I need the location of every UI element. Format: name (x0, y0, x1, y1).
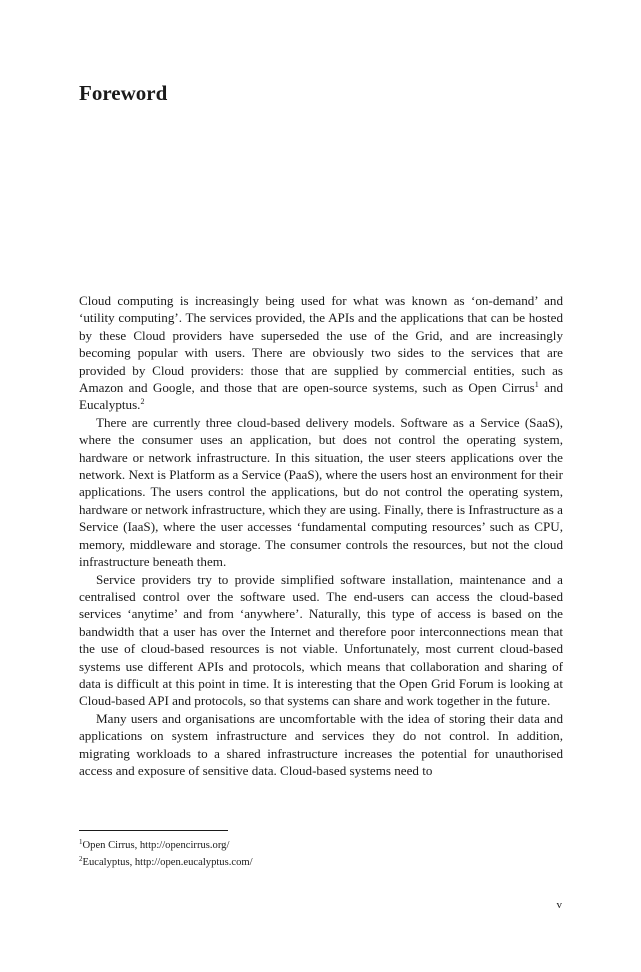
paragraph-1 (79, 292, 563, 414)
paragraph-1-text: Cloud computing is increasingly being used for what was known as ‘on-demand’ and ‘utility computing’. The services provided, the APIs and the applications that can be hosted by these Cloud providers have superseded the use of the Grid, and are increasingly becoming popular with users. There are obviously two sides to the services that are provided by Cloud providers: those that are supplied by commercial entities, such as Amazon and Google, and those that are open-source systems, such as Open Cirrus (79, 293, 563, 396)
footnote-ref-1[interactable]: 1 (534, 380, 539, 390)
paragraph-1-text-end: and Eucalyptus. (79, 380, 563, 413)
footnote-ref-2[interactable]: 2 (140, 397, 145, 407)
footnote-1 (79, 837, 563, 854)
foreword-body (79, 292, 563, 779)
page-title: Foreword (79, 81, 168, 105)
paragraph-2: There are currently three cloud-based delivery models. Software as a Service (SaaS), where the consumer uses an application, but does not control the operating system, hardware or network infrastructure. In this situation, the user steers applications over the network. Next is Platform as a Service (PaaS), where the users host an environment for their applications. The users control the applications, but do not control the operating system, hardware or network infrastructure, which they are using. Finally, there is Infrastructure as a Service (IaaS), where the user accesses ‘fundamental computing resources’ such as CPU, memory, middleware and storage. The consumer controls the resources, but not the cloud infrastructure beneath them. (79, 414, 563, 570)
page-number: v (556, 899, 562, 911)
footnote-2 (79, 854, 563, 871)
footnote-text: Eucalyptus, http://open.eucalyptus.com/ (82, 857, 253, 868)
footnote-marker: 1 (79, 838, 83, 846)
paragraph-3: Service providers try to provide simplified software installation, maintenance and a centralised control over the software used. The end-users can access the cloud-based services ‘anytime’ and from ‘anywhere’. Naturally, this type of access is based on the bandwidth that a user has over the Internet and therefore poor interconnections mean that the use of cloud-based resources is not viable. Unfortunately, most current cloud-based systems use different APIs and protocols, which means that collaboration and sharing of data is difficult at this point in time. It is interesting that the Open Grid Forum is looking at Cloud-based API and protocols, so that systems can share and work together in the future. (79, 571, 563, 709)
paragraph-4: Many users and organisations are uncomfortable with the idea of storing their data and applications on system infrastructure and services they do not control. In addition, migrating workloads to a shared infrastructure increases the potential for unauthorised access and exposure of sensitive data. Cloud-based systems need to (79, 710, 563, 778)
footnote-marker: 2 (79, 855, 83, 863)
footnote-text: Open Cirrus, http://opencirrus.org/ (82, 840, 230, 851)
footnotes (79, 837, 563, 871)
footnote-divider (79, 830, 228, 831)
